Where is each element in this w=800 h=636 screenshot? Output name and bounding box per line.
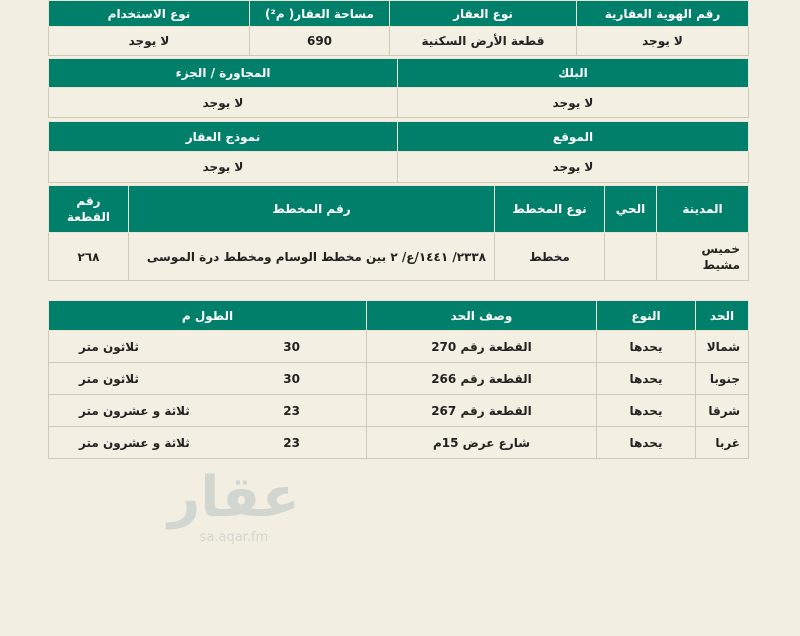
boundary-description: القطعة رقم 266: [367, 363, 597, 395]
property-id-header: رقم الهوية العقارية: [577, 1, 749, 27]
city-value: خميس مشيط: [657, 233, 749, 281]
block-value-row: [49, 88, 749, 118]
property-type-header: نوع العقار: [390, 1, 577, 27]
table-row: [49, 395, 749, 427]
boundary-direction: جنوبا: [696, 363, 749, 395]
location-value: لا يوجد: [398, 152, 749, 183]
usage-type-value: لا يوجد: [49, 27, 250, 56]
plan-number-header: رقم المخطط: [129, 186, 495, 233]
table-row: [49, 331, 749, 363]
boundary-length-cell: [49, 395, 367, 427]
boundary-description: شارع عرض 15م: [367, 427, 597, 459]
boundary-direction: شرقا: [696, 395, 749, 427]
boundary-length-text: ثلاثون متر: [79, 339, 139, 354]
boundary-type-header: النوع: [597, 301, 696, 331]
property-value-row: [49, 27, 749, 56]
district-value: [605, 233, 657, 281]
table-row: [49, 427, 749, 459]
block-header-row: [49, 59, 749, 88]
boundary-length-number: 23: [283, 403, 300, 418]
boundary-length-text: ثلاثة و عشرون متر: [79, 435, 190, 450]
location-table: [48, 121, 749, 183]
boundary-length-cell: [49, 427, 367, 459]
plan-type-value: مخطط: [495, 233, 605, 281]
block-value: لا يوجد: [398, 88, 749, 118]
location-value-row: [49, 152, 749, 183]
location-header-row: [49, 122, 749, 152]
block-table: [48, 58, 749, 118]
usage-type-header: نوع الاستخدام: [49, 1, 250, 27]
boundary-type: يحدها: [597, 395, 696, 427]
boundary-length-cell: [49, 331, 367, 363]
property-model-value: لا يوجد: [49, 152, 398, 183]
property-area-value: 690: [250, 27, 390, 56]
boundary-direction: شمالا: [696, 331, 749, 363]
district-header: الحي: [605, 186, 657, 233]
boundary-direction-header: الحد: [696, 301, 749, 331]
boundary-length-number: 30: [283, 339, 300, 354]
table-row: [49, 363, 749, 395]
property-area-header: مساحة العقار( م²): [250, 1, 390, 27]
plan-value-row: [49, 233, 749, 281]
boundary-type: يحدها: [597, 427, 696, 459]
plot-number-value: ٢٦٨: [49, 233, 129, 281]
property-model-header: نموذج العقار: [49, 122, 398, 152]
location-header: الموقع: [398, 122, 749, 152]
boundary-type: يحدها: [597, 363, 696, 395]
boundaries-header-row: [49, 301, 749, 331]
boundary-type: يحدها: [597, 331, 696, 363]
boundaries-table: [48, 300, 749, 459]
property-type-value: قطعة الأرض السكنية: [390, 27, 577, 56]
neighborhood-part-value: لا يوجد: [49, 88, 398, 118]
city-header: المدينة: [657, 186, 749, 233]
aqar-logo: عقار: [168, 465, 300, 530]
property-header-row: [49, 1, 749, 27]
boundary-length-text: ثلاثون متر: [79, 371, 139, 386]
neighborhood-part-header: المجاورة / الجزء: [49, 59, 398, 88]
boundary-description: القطعة رقم 270: [367, 331, 597, 363]
aqar-watermark: [168, 465, 300, 546]
boundary-description-header: وصف الحد: [367, 301, 597, 331]
boundary-length-cell: [49, 363, 367, 395]
plan-type-header: نوع المخطط: [495, 186, 605, 233]
plan-header-row: [49, 186, 749, 233]
boundary-description: القطعة رقم 267: [367, 395, 597, 427]
boundary-length-number: 30: [283, 371, 300, 386]
property-table: [48, 0, 749, 56]
plan-table: [48, 185, 749, 281]
boundary-length-number: 23: [283, 435, 300, 450]
block-header: البلك: [398, 59, 749, 88]
plot-number-header: رقم القطعة: [49, 186, 129, 233]
property-id-value: لا يوجد: [577, 27, 749, 56]
plan-number-value: ٢٣٣٨/ ١٤٤١/ع/ ٢ بين مخطط الوسام ومخطط درة الموسى: [129, 233, 495, 281]
boundary-length-text: ثلاثة و عشرون متر: [79, 403, 190, 418]
boundary-direction: غربا: [696, 427, 749, 459]
boundary-length-header: الطول م: [49, 301, 367, 331]
aqar-url: sa.aqar.fm: [199, 530, 269, 545]
